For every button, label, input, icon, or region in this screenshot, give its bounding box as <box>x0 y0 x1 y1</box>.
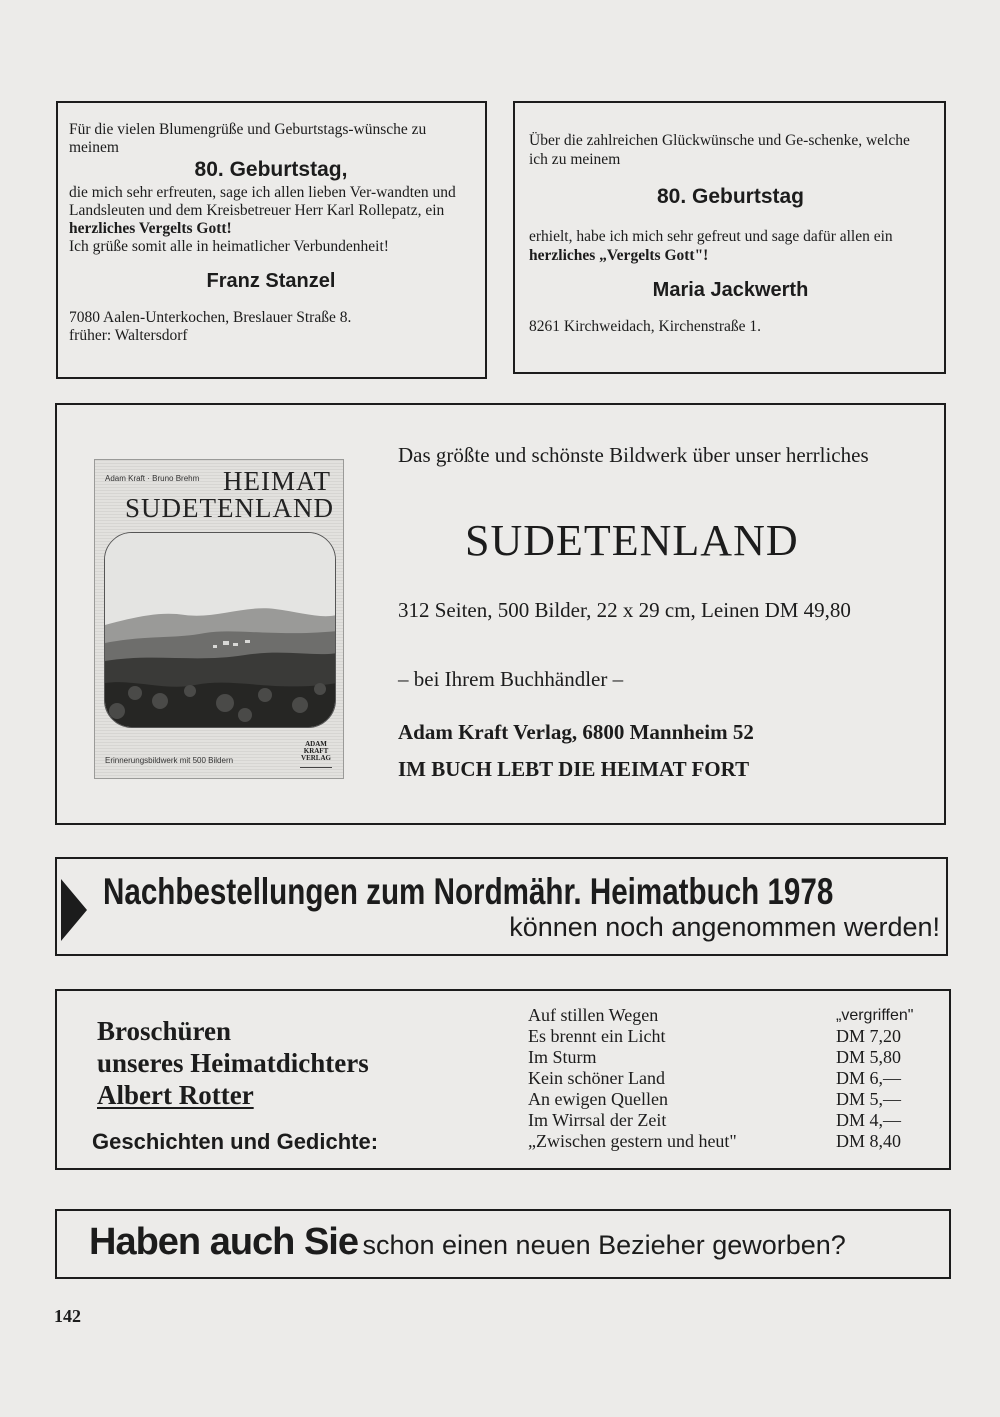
list-item: Es brennt ein Licht DM 7,20 <box>528 1026 902 1046</box>
birthday-thanks-stanzel <box>56 101 487 379</box>
publisher-logo: ADAM KRAFT VERLAG <box>300 738 332 768</box>
list-item: Im Wirrsal der Zeit DM 4,— <box>528 1110 902 1130</box>
list-item: An ewigen Quellen DM 5,— <box>528 1089 902 1109</box>
book-specs: 312 Seiten, 500 Bilder, 22 x 29 cm, Leinen DM 49,80 <box>398 598 851 622</box>
book-dealer-note: – bei Ihrem Buchhändler – <box>398 667 624 691</box>
jackwerth-intro: Über die zahlreichen Glückwünsche und Ge-schenke, welche ich zu meinem <box>529 132 910 168</box>
landscape-photo <box>104 532 336 728</box>
book-intro: Das größte und schönste Bildwerk über unser herrliches <box>398 443 869 467</box>
book-cover-title-2: SUDETENLAND <box>125 493 334 523</box>
stanzel-intro: Für die vielen Blumengrüße und Geburtstags-wünsche zu meinem <box>69 121 427 156</box>
brochures-genre: Geschichten und Gedichte: <box>92 1129 379 1154</box>
list-item: Im Sturm DM 5,80 <box>528 1047 902 1067</box>
stanzel-body: die mich sehr erfreuten, sage ich allen lieben Ver-wandten und Landsleuten und dem Kreisbetreuer Herr Karl Rollepatz, ein herzliches Vergelts Gott! Ich grüße somit alle in heimatlicher Verbundenheit! <box>69 184 456 255</box>
triangle-arrow-icon <box>61 879 87 941</box>
subscriber-appeal <box>55 1209 951 1279</box>
jackwerth-address: 8261 Kirchweidach, Kirchenstraße 1. <box>529 318 761 335</box>
reorder-headline: Nachbestellungen zum Nordmähr. Heimatbuch 1978 <box>103 871 834 912</box>
book-cover-image <box>94 459 344 779</box>
list-item: Kein schöner Land DM 6,— <box>528 1068 902 1088</box>
stanzel-headline: 80. Geburtstag, <box>194 158 348 181</box>
page-number: 142 <box>54 1306 81 1326</box>
book-cover-subtitle: Erinnerungsbildwerk mit 500 Bildern <box>105 756 234 765</box>
list-item: Auf stillen Wegen „vergriffen" <box>528 1005 914 1025</box>
brochure-price-list <box>528 1005 936 1152</box>
book-publisher: Adam Kraft Verlag, 6800 Mannheim 52 <box>398 720 754 744</box>
brochures-list <box>55 989 951 1170</box>
jackwerth-name: Maria Jackwerth <box>652 279 809 301</box>
book-cover-authors: Adam Kraft · Bruno Brehm <box>105 474 200 483</box>
jackwerth-headline: 80. Geburtstag <box>656 185 805 208</box>
birthday-thanks-jackwerth <box>513 101 946 374</box>
subscriber-line: Haben auch Sie schon einen neuen Bezieher geworben? <box>89 1221 846 1263</box>
list-item: „Zwischen gestern und heut" DM 8,40 <box>528 1131 902 1151</box>
stanzel-name: Franz Stanzel <box>206 270 336 292</box>
stanzel-address: 7080 Aalen-Unterkochen, Breslauer Straße 8. früher: Waltersdorf <box>69 309 352 344</box>
book-title: SUDETENLAND <box>465 516 799 565</box>
reorder-subline: können noch angenommen werden! <box>509 912 940 942</box>
brochures-title: Broschüren unseres Heimatdichters Albert Rotter <box>97 1016 369 1110</box>
book-slogan: IM BUCH LEBT DIE HEIMAT FORT <box>398 757 750 781</box>
book-advertisement <box>55 403 946 825</box>
reorder-notice <box>55 857 948 956</box>
jackwerth-body: erhielt, habe ich mich sehr gefreut und sage dafür allen ein herzliches „Vergelts Gott"! <box>529 228 893 264</box>
book-cover-title-1: HEIMAT <box>223 466 331 496</box>
